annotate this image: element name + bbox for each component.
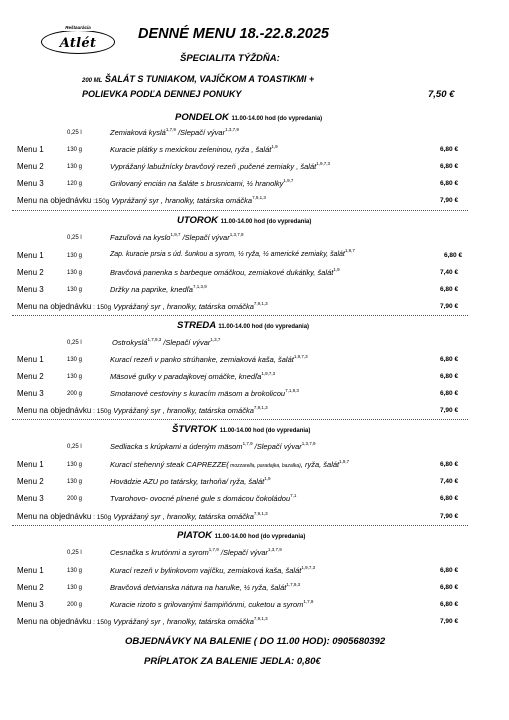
menu-label: Menu 2: [17, 372, 44, 381]
order-row: [0, 302, 509, 314]
menu-desc: Bravčová panenka s barbeque omáčkou, zemiakové dukátiky, šalát$^{1,9}$: [110, 267, 340, 277]
menu-qty: 200 g: [67, 602, 83, 608]
menu-desc: Grilovaný encián na šaláte s brusnicami, ½ hranolky$^{1,9,7}$: [110, 178, 294, 188]
soup-row: [0, 442, 509, 454]
order-row: [0, 617, 509, 629]
menu-price: 6,80 €: [440, 356, 459, 363]
order-price: 7,90 €: [440, 197, 459, 204]
logo-wordmark: Atlét: [59, 35, 97, 51]
menu-desc: Mäsové gulky v paradajkovej omáčke, knedľa$^{1,9,7,3}$: [110, 371, 276, 381]
menu-qty: 130 g: [67, 253, 83, 259]
specialty-line-1: [82, 74, 314, 84]
menu-row: [0, 494, 509, 506]
section-divider: [12, 315, 468, 316]
menu-desc: Bravčová detvianska nátura na harulke, ½ ryža, šalát$^{1,7,9,3}$: [110, 582, 301, 592]
packaging-orders-note: OBJEDNÁVKY NA BALENIE ( DO 11.00 HOD): 0905680392: [125, 636, 386, 647]
logo-caption: Reštaurácia: [58, 24, 98, 31]
menu-qty: 200 g: [67, 496, 83, 502]
menu-label: Menu 1: [17, 355, 44, 364]
menu-row: [0, 566, 509, 578]
menu-desc: Hovädzie AZU po tatársky, tarhoňa/ ryža, šalát$^{1,9}$: [110, 476, 271, 486]
menu-qty: 130 g: [67, 270, 83, 276]
menu-row: [0, 285, 509, 297]
menu-row: [0, 460, 509, 472]
menu-label: Menu 3: [17, 285, 44, 294]
menu-price: 6,80 €: [440, 461, 459, 468]
order-text: Menu na objednávku : 150g Vyprážaný syr , hranolky, tatárska omáčka$^{7,9,1,3}$: [17, 511, 268, 521]
menu-row: [0, 355, 509, 367]
menu-price: 6,80 €: [440, 495, 459, 502]
menu-desc: Smotanové cestoviny s kuracím mäsom a brokolicou$^{7,1,9,3}$: [110, 388, 299, 398]
soup-row: [0, 548, 509, 560]
soup-desc: Cesnačka s krutónmi a syrom$^{1,7,9}$ /Slepačí vývar$^{1,3,7,9}$: [110, 547, 282, 557]
menu-row: [0, 179, 509, 191]
order-text: Menu na objednávku : 150g Vyprážaný syr , hranolky, tatárska omáčka$^{7,9,1,3}$: [17, 405, 268, 415]
menu-price: 6,80 €: [440, 180, 459, 187]
specialty-portion: 200 ML: [82, 78, 103, 84]
menu-qty: 130 g: [67, 479, 83, 485]
packaging-surcharge-note: PRÍPLATOK ZA BALENIE JEDLA: 0,80€: [144, 656, 321, 667]
order-price: 7,90 €: [440, 618, 459, 625]
menu-label: Menu 1: [17, 145, 44, 154]
order-text: Menu na objednávku : 150g Vyprážaný syr , hranolky, tatárska omáčka$^{7,9,1,3}$: [17, 301, 268, 311]
day-hours: 11.00-14.00 hod (do vypredania): [231, 116, 323, 122]
soup-row: [0, 338, 509, 350]
menu-desc: Zap. kuracie prsia s úd. šunkou a syrom, ½ ryža, ½ americké zemiaky, šalát$^{1,9,7}$: [110, 248, 355, 258]
menu-desc: Tvarohovo- ovocné plnené gule s domácou čokoládou$^{7,1}$: [110, 493, 297, 503]
menu-label: Menu 1: [17, 251, 44, 260]
menu-price: 6,80 €: [440, 601, 459, 608]
menu-price: 6,80 €: [440, 373, 459, 380]
order-row: [0, 196, 509, 208]
specialty-heading: ŠPECIALITA TÝŽDŇA:: [180, 53, 280, 64]
menu-row: [0, 372, 509, 384]
menu-desc: Vyprážaný labužnícky bravčový rezeň ,pučené zemiaky , šalát$^{1,9,7,3}$: [110, 161, 330, 171]
restaurant-logo: [41, 25, 115, 54]
menu-qty: 130 g: [67, 357, 83, 363]
menu-label: Menu 2: [17, 162, 44, 171]
soup-qty: 0,25 l: [67, 444, 82, 450]
section-divider: [12, 525, 468, 526]
menu-label: Menu 1: [17, 460, 44, 469]
menu-qty: 130 g: [67, 147, 83, 153]
menu-label: Menu 2: [17, 583, 44, 592]
day-heading: [177, 530, 305, 541]
menu-desc: Kurací rezeň v bylinkovom vajíčku, zemiaková kaša, šalát$^{1,9,7,3}$: [110, 565, 316, 575]
day-heading: [177, 215, 311, 226]
day-heading: [175, 112, 322, 123]
menu-label: Menu 2: [17, 477, 44, 486]
specialty-price: 7,50 €: [428, 89, 455, 100]
menu-price: 7,40 €: [440, 478, 459, 485]
soup-qty: 0,25 l: [67, 340, 82, 346]
menu-price: 6,80 €: [440, 286, 459, 293]
day-name: ŠTVRTOK: [172, 424, 218, 435]
day-name: PIATOK: [177, 530, 213, 541]
day-hours: 11.00-14.00 hod (do vypredania): [218, 324, 310, 330]
page-title: DENNÉ MENU 18.-22.8.2025: [138, 26, 329, 42]
soup-row: [0, 233, 509, 245]
day-name: PONDELOK: [175, 112, 229, 123]
menu-label: Menu 3: [17, 600, 44, 609]
menu-row: [0, 389, 509, 401]
specialty-line-2: POLIEVKA PODĽA DENNEJ PONUKY: [82, 89, 242, 99]
day-heading: [172, 424, 310, 435]
menu-label: Menu 3: [17, 389, 44, 398]
menu-label: Menu 3: [17, 179, 44, 188]
menu-row: [0, 477, 509, 489]
menu-desc: Kurací stehenný steak CAPREZZE( mozzarella, paradajka, bazalka), ryža, šalát$^{1,9,7}$: [110, 459, 350, 469]
menu-qty: 200 g: [67, 391, 83, 397]
order-row: [0, 512, 509, 524]
menu-price: 6,80 €: [440, 584, 459, 591]
day-hours: 11.00-14.00 hod (do vypredania): [219, 428, 311, 434]
menu-price: 7,40 €: [440, 269, 459, 276]
specialty-dish: ŠALÁT S TUNIAKOM, VAJÍČKOM A TOASTIKMI +: [104, 74, 315, 84]
menu-qty: 130 g: [67, 462, 83, 468]
order-price: 7,90 €: [440, 407, 459, 414]
menu-price: 6,80 €: [440, 390, 459, 397]
soup-desc: Fazuľová na kyslo$^{1,9,7}$ /Slepačí vývar$^{1,3,7,9}$: [110, 232, 244, 242]
menu-qty: 130 g: [67, 374, 83, 380]
soup-desc: Sedliacka s krúpkami a údeným mäsom$^{1,7,9}$ /Slepačí vývar$^{1,3,7,9}$: [110, 441, 316, 451]
menu-row: [0, 162, 509, 174]
order-row: [0, 406, 509, 418]
menu-qty: 130 g: [67, 164, 83, 170]
section-divider: [12, 210, 468, 211]
day-hours: 11.00-14.00 hod (do vypredania): [214, 534, 306, 540]
menu-label: Menu 3: [17, 494, 44, 503]
menu-row: [0, 145, 509, 157]
menu-label: Menu 1: [17, 566, 44, 575]
menu-label: Menu 2: [17, 268, 44, 277]
menu-qty: 120 g: [67, 181, 83, 187]
soup-qty: 0,25 l: [67, 235, 82, 241]
soup-desc: Zemiaková kyslá$^{1,7,9}$ /Slepačí vývar$^{1,3,7,9}$: [110, 127, 239, 137]
order-text: Menu na objednávku : 150g Vyprážaný syr , hranolky, tatárska omáčka$^{7,9,1,3}$: [17, 616, 268, 626]
section-divider: [12, 419, 468, 420]
soup-qty: 0,25 l: [67, 550, 82, 556]
menu-qty: 130 g: [67, 287, 83, 293]
menu-desc: Držky na paprike, knedľa$^{7,1,3,9}$: [110, 284, 207, 294]
order-price: 7,90 €: [440, 303, 459, 310]
menu-row: [0, 600, 509, 612]
soup-row: [0, 128, 509, 140]
menu-qty: 130 g: [67, 568, 83, 574]
order-text: Menu na objednávku :150g Vyprážaný syr , hranolky, tatárska omáčka$^{7,9,1,3}$: [17, 195, 266, 205]
day-hours: 11.00-14.00 hod (do vypredania): [220, 219, 312, 225]
menu-desc: Kuracie plátky s mexickou zeleninou, ryža , šalát$^{1,9}$: [110, 144, 278, 154]
menu-desc: Kurací rezeň v panko strúhanke, zemiaková kaša, šalát$^{1,9,7,3}$: [110, 354, 308, 364]
menu-row: [0, 248, 509, 263]
menu-row: [0, 583, 509, 595]
menu-price: 6,80 €: [440, 146, 459, 153]
day-name: STREDA: [177, 320, 216, 331]
menu-price: 6,80 €: [440, 163, 459, 170]
menu-price: 6,80 €: [440, 567, 459, 574]
menu-price: 6,80 €: [444, 252, 463, 259]
soup-qty: 0,25 l: [67, 130, 82, 136]
day-name: UTOROK: [177, 215, 218, 226]
menu-row: [0, 268, 509, 280]
menu-qty: 130 g: [67, 585, 83, 591]
soup-desc: Ostrokyslá$^{1,7,9,3}$ /Slepačí vývar$^{1,3,7}$: [112, 337, 221, 347]
menu-desc: Kuracie rizoto s grilovanými šampiňónmi, cuketou a syrom$^{1,7,9}$: [110, 599, 314, 609]
day-heading: [177, 320, 309, 331]
order-price: 7,90 €: [440, 513, 459, 520]
